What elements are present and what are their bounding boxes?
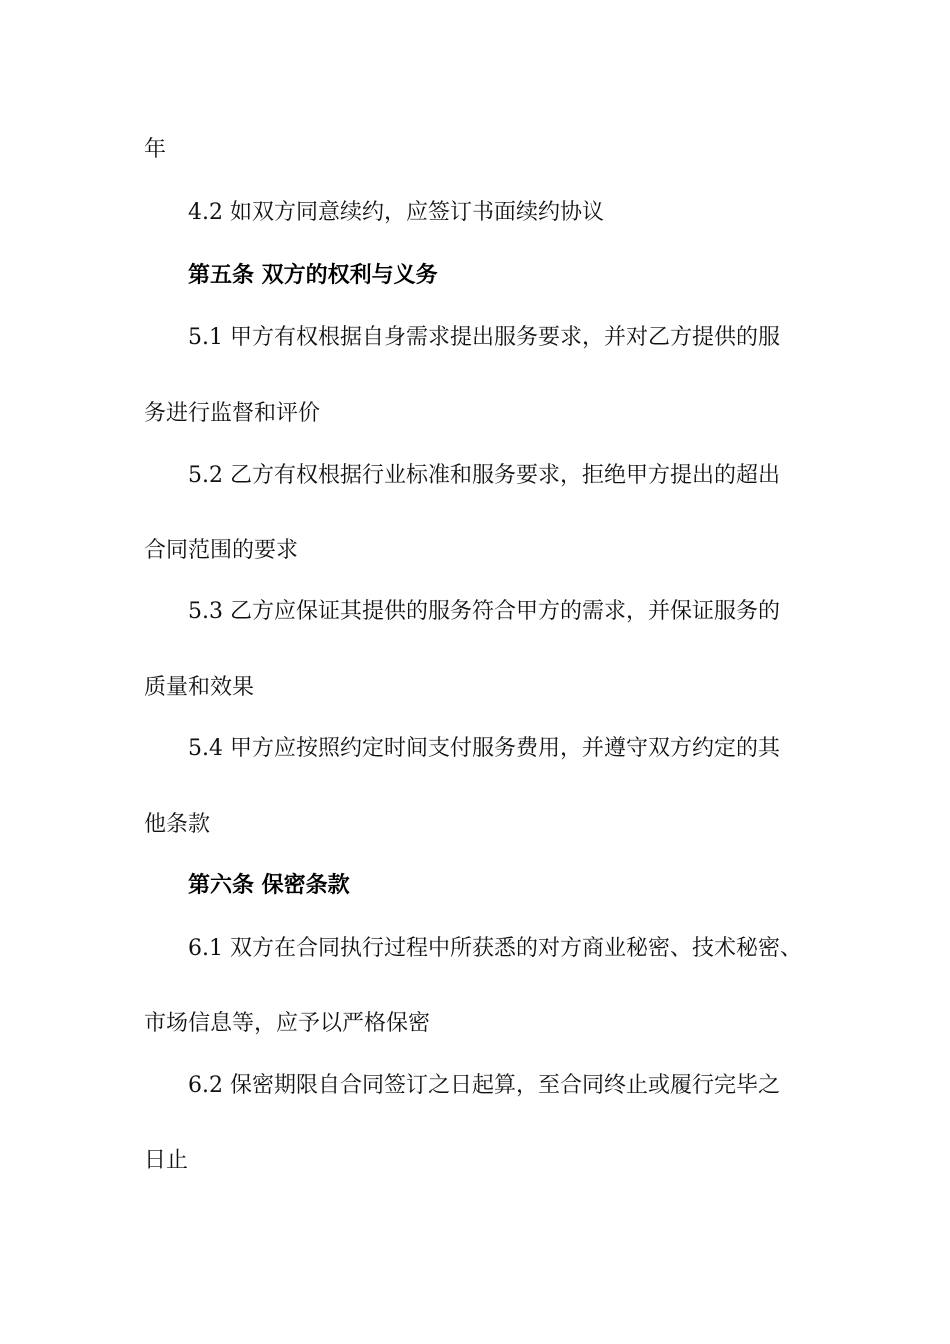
clause-5-2: 5.2 乙方有权根据行业标准和服务要求，拒绝甲方提出的超出: [188, 463, 780, 488]
clause-6-1-continuation: 市场信息等，应予以严格保密: [144, 1011, 431, 1036]
clause-5-2-continuation: 合同范围的要求: [144, 538, 299, 563]
clause-5-1-continuation: 务进行监督和评价: [144, 401, 321, 426]
clause-4-2: 4.2 如双方同意续约，应签订书面续约协议: [188, 200, 604, 225]
clause-5-4-continuation: 他条款: [144, 812, 211, 837]
clause-6-1: 6.1 双方在合同执行过程中所获悉的对方商业秘密、技术秘密、: [188, 936, 802, 961]
clause-5-3-continuation: 质量和效果: [144, 675, 255, 700]
article-5-heading: 第五条 双方的权利与义务: [188, 263, 438, 288]
clause-6-2: 6.2 保密期限自合同签订之日起算，至合同终止或履行完毕之: [188, 1073, 780, 1098]
article-6-heading: 第六条 保密条款: [188, 873, 350, 898]
clause-5-3: 5.3 乙方应保证其提供的服务符合甲方的需求，并保证服务的: [188, 599, 780, 624]
clause-6-2-continuation: 日止: [144, 1148, 189, 1173]
continuation-line: 年: [144, 137, 167, 162]
clause-5-1: 5.1 甲方有权根据自身需求提出服务要求，并对乙方提供的服: [188, 325, 780, 350]
clause-5-4: 5.4 甲方应按照约定时间支付服务费用，并遵守双方约定的其: [188, 736, 780, 761]
